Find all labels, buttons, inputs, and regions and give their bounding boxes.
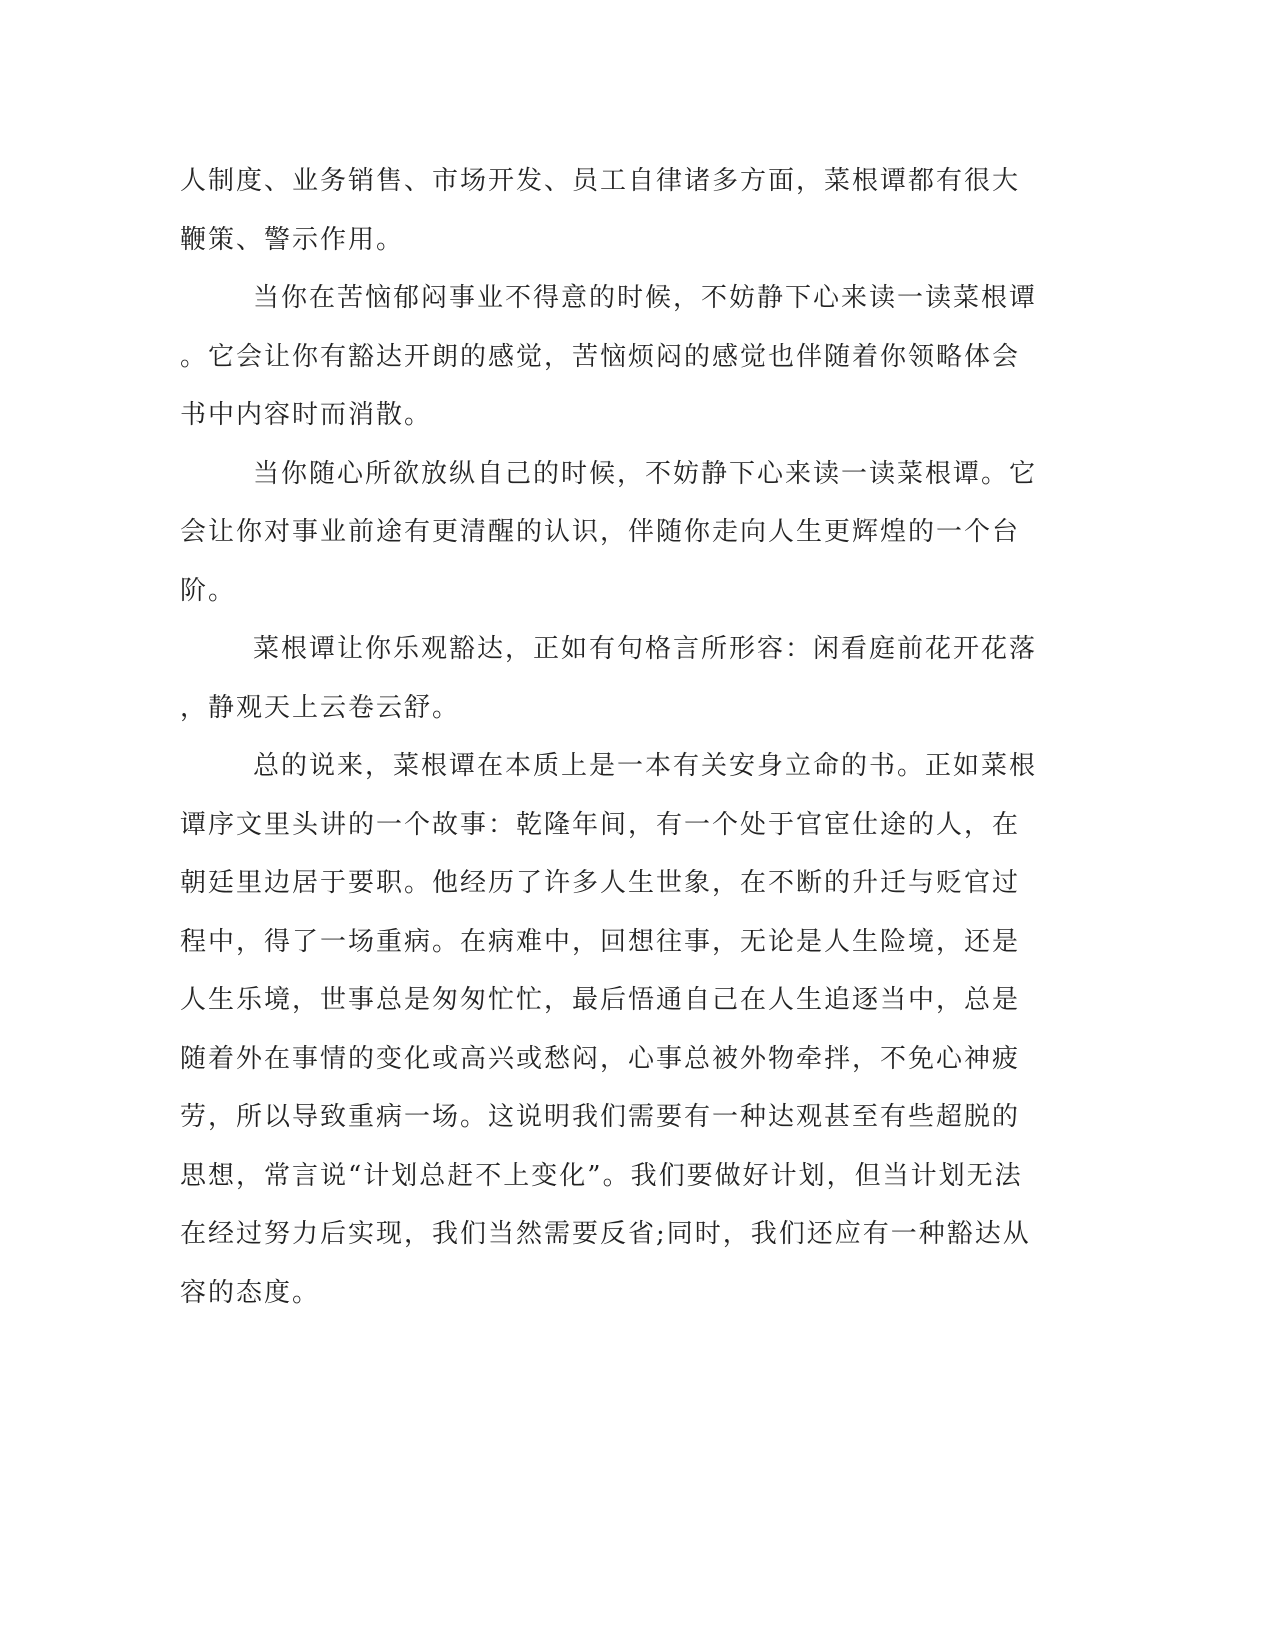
text-line: 朝廷里边居于要职。他经历了许多人生世象，在不断的升迁与贬官过 (180, 868, 1021, 898)
text-line: 谭序文里头讲的一个故事：乾隆年间，有一个处于官宦仕途的人，在 (180, 809, 1021, 840)
text-line: 。它会让你有豁达开朗的感觉，苦恼烦闷的感觉也伴随着你领略体会 (180, 341, 1021, 372)
paragraph-start-line: 当你随心所欲放纵自己的时候，不妨静下心来读一读菜根谭。它 (253, 458, 1038, 489)
text-line: 人生乐境，世事总是匆匆忙忙，最后悟通自己在人生追逐当中，总是 (180, 985, 1021, 1015)
text-line: 随着外在事情的变化或高兴或愁闷，心事总被外物牵拌，不免心神疲 (180, 1043, 1021, 1074)
text-line: ，静观天上云卷云舒。 (180, 692, 461, 723)
text-line: 程中，得了一场重病。在病难中，回想往事，无论是人生险境，还是 (180, 926, 1021, 957)
text-line: 阶。 (180, 575, 237, 606)
text-line: 思想，常言说“计划总赶不上变化”。我们要做好计划，但当计划无法 (180, 1160, 1023, 1191)
text-line: 书中内容时而消散。 (180, 400, 433, 430)
paragraph-start-line: 当你在苦恼郁闷事业不得意的时候，不妨静下心来读一读菜根谭 (253, 283, 1038, 313)
text-line: 鞭策、警示作用。 (180, 224, 405, 255)
text-line: 容的态度。 (180, 1277, 321, 1308)
document-body (180, 152, 1060, 1322)
paragraph-start-line: 总的说来，菜根谭在本质上是一本有关安身立命的书。正如菜根 (253, 751, 1038, 781)
text-line: 在经过努力后实现，我们当然需要反省;同时，我们还应有一种豁达从 (180, 1219, 1031, 1249)
text-line: 人制度、业务销售、市场开发、员工自律诸多方面，菜根谭都有很大 (180, 166, 1021, 196)
text-line: 劳，所以导致重病一场。这说明我们需要有一种达观甚至有些超脱的 (180, 1102, 1021, 1132)
paragraph-start-line: 菜根谭让你乐观豁达，正如有句格言所形容：闲看庭前花开花落 (253, 634, 1038, 664)
text-line: 会让你对事业前途有更清醒的认识，伴随你走向人生更辉煌的一个台 (180, 517, 1021, 547)
